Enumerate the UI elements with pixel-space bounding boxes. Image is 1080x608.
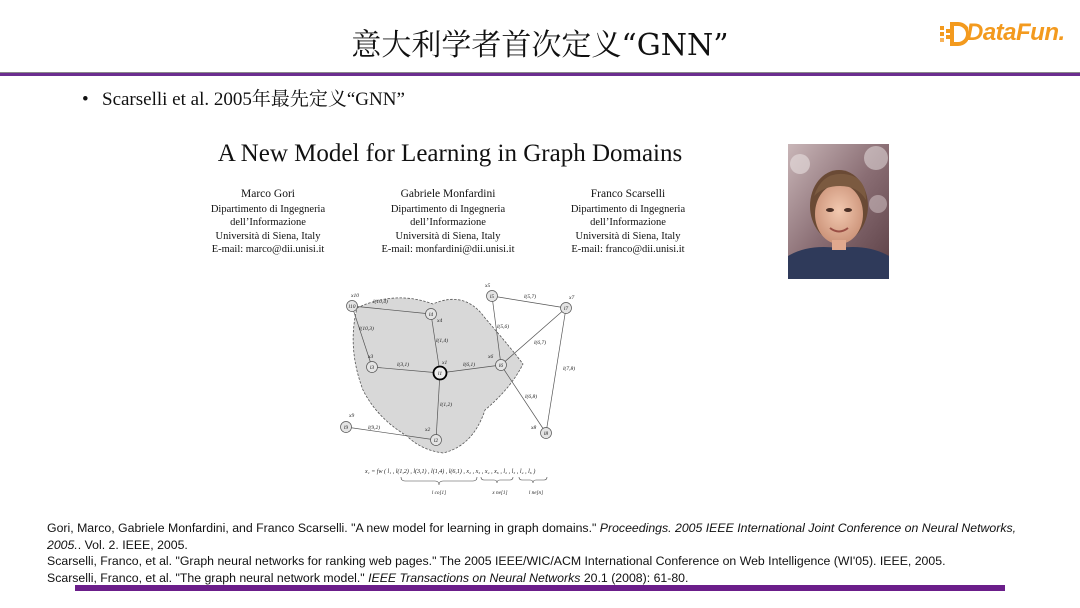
reference-item: Scarselli, Franco, et al. "The graph neural network model." IEEE Transactions on Neural Networks 20.1 (2008): 61-80. <box>47 570 689 585</box>
edge-label-3-1: l(3,1) <box>397 362 410 368</box>
author-dept: Dipartimento di Ingegneria <box>210 203 326 215</box>
node-l6: l6 <box>498 363 504 369</box>
node-l10: l10 <box>348 304 356 310</box>
edge-label-6-7: l(6,7) <box>534 340 547 346</box>
x-label-x7: x7 <box>569 295 575 301</box>
author-name: Marco Gori <box>241 188 295 200</box>
node-l3: l3 <box>369 365 375 371</box>
author-univ: Università di Siena, Italy <box>215 230 321 242</box>
title-divider <box>0 72 1080 76</box>
x-label-x4: x4 <box>437 318 443 324</box>
edge-label-1-4: l(1,4) <box>436 338 449 344</box>
x-label-x3: x3 <box>368 354 374 360</box>
node-l1: l1 <box>437 371 443 377</box>
author-dept2: dell’Informazione <box>590 217 666 229</box>
node-l4: l4 <box>428 312 434 318</box>
brace-label-xne: x ne[1] <box>492 490 508 496</box>
author-dept: Dipartimento di Ingegneria <box>570 203 686 215</box>
edge-label-5-6: l(5,6) <box>497 324 510 330</box>
reference-item: Scarselli, Franco, et al. "Graph neural networks for ranking web pages." The 2005 IEEE/WIC/ACM International Conference on Web Intelligence (WI'05). IEEE, 2005. <box>47 554 946 568</box>
author-email: E-mail: marco@dii.unisi.it <box>211 244 325 256</box>
author-univ: Università di Siena, Italy <box>395 230 501 242</box>
edge-label-5-7: l(5,7) <box>524 294 537 300</box>
x-label-x8: x8 <box>531 425 537 431</box>
author-email: E-mail: franco@dii.unisi.it <box>571 244 685 256</box>
x-label-x2: x2 <box>425 427 431 433</box>
node-l5: l5 <box>489 294 495 300</box>
x-label-x9: x9 <box>349 413 355 419</box>
reference-item: Gori, Marco, Gabriele Monfardini, and Franco Scarselli. "A new model for learning in graph domains." Proceedings. 2005 IEEE International Joint Conference on Neural Networks, 2005.. Vol. 2. IEEE, 2005. <box>47 521 1017 552</box>
author-portrait-photo <box>788 144 889 279</box>
author-dept2: dell’Informazione <box>410 217 486 229</box>
bullet-point <box>82 84 405 111</box>
footer-divider <box>75 585 1005 591</box>
author-block-scarselli <box>538 188 718 257</box>
edge-label-6-8: l(6,8) <box>525 394 538 400</box>
author-name: Franco Scarselli <box>590 188 666 200</box>
graph-figure <box>335 278 595 500</box>
gnn-formula: x₁ = fw ( l₁ , l(1,2) , l(3,1) , l(1,4) , l(6,1) , x₂ , x₃ , x₄ , x₆ , l₂ , l₃ , l₄ , l₆ ) <box>365 469 536 475</box>
author-email: E-mail: monfardini@dii.unisi.it <box>381 244 515 256</box>
x-label-x10: x10 <box>351 293 359 299</box>
brace-label-lne: l ne[n] <box>528 490 544 496</box>
datafun-logo <box>938 18 1068 52</box>
x-label-x6: x6 <box>488 354 494 360</box>
author-dept: Dipartimento di Ingegneria <box>390 203 506 215</box>
slide-title: 意大利学者首次定义“GNN” <box>351 28 729 63</box>
references <box>47 520 1047 586</box>
node-l9: l9 <box>343 425 349 431</box>
x-label-x1: x1 <box>442 360 448 366</box>
node-l8: l8 <box>543 431 549 437</box>
x-label-x5: x5 <box>485 283 491 289</box>
paper-header <box>160 130 740 270</box>
author-name: Gabriele Monfardini <box>400 188 496 200</box>
bullet-text: Scarselli et al. 2005年最先定义“GNN” <box>102 89 405 110</box>
edge-label-7-8: l(7,8) <box>563 366 576 372</box>
node-l2: l2 <box>433 438 439 444</box>
edge-label-10-4: l(10,4) <box>373 299 388 305</box>
brace-label-co: l co[1] <box>431 490 447 496</box>
author-block-gori <box>178 188 358 257</box>
edge-label-6-1: l(6,1) <box>463 362 476 368</box>
edge-label-9-2: l(9,2) <box>368 425 381 431</box>
author-block-monfardini <box>358 188 538 257</box>
bullet-dot-icon: • <box>82 89 89 110</box>
node-l7: l7 <box>563 306 569 312</box>
logo-text: DataFun. <box>966 19 1065 46</box>
edge-label-1-2: l(1,2) <box>440 402 453 408</box>
author-univ: Università di Siena, Italy <box>575 230 681 242</box>
logo-mark-icon <box>938 20 968 50</box>
edge-label-10-3: l(10,3) <box>359 326 374 332</box>
author-dept2: dell’Informazione <box>230 217 306 229</box>
paper-title: A New Model for Learning in Graph Domains <box>217 140 683 167</box>
